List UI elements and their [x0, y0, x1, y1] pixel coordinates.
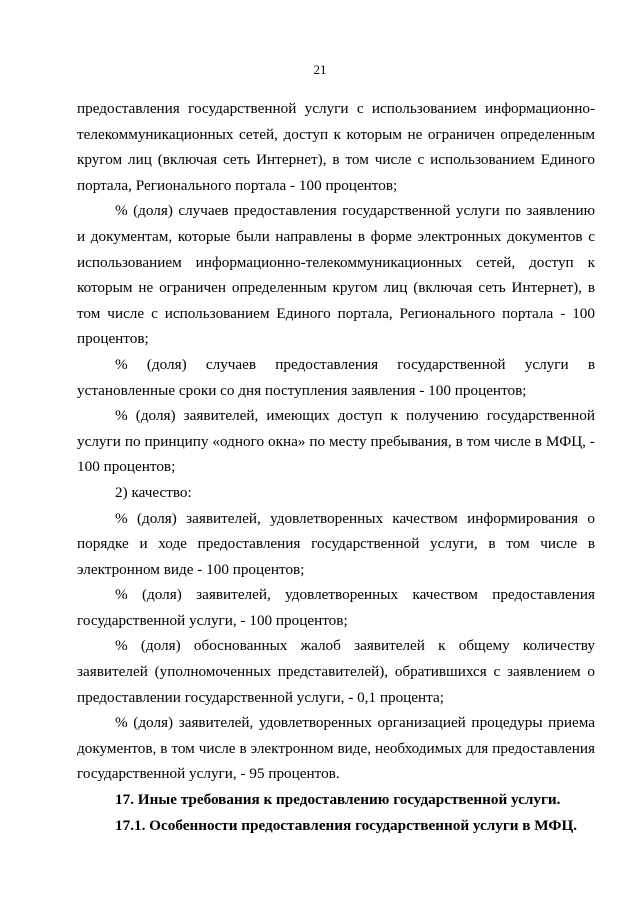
page-number: 21 [313, 62, 327, 77]
paragraph-informing-quality: % (доля) заявителей, удовлетворенных качеством информирования о порядке и ходе предоставления государственной услуги, в том числе в электронном виде - 100 процентов; [77, 509, 595, 578]
paragraph-service-quality: % (доля) заявителей, удовлетворенных качеством предоставления государственной услуги, - 100 процентов; [77, 586, 595, 629]
paragraph-one-window: % (доля) заявителей, имеющих доступ к получению государственной услуги по принципу «одного окна» по месту пребывания, в том числе в МФЦ, - 100 процентов; [77, 407, 595, 476]
paragraph-quality-label: 2) качество: [115, 483, 192, 501]
document-body [77, 96, 595, 838]
paragraph-deadlines: % (доля) случаев предоставления государственной услуги в установленные сроки со дня поступления заявления - 100 процентов; [77, 355, 595, 399]
section-heading-17: 17. Иные требования к предоставлению государственной услуги. [115, 791, 561, 809]
paragraph-complaints: % (доля) обоснованных жалоб заявителей к общему количеству заявителей (уполномоченных представителей), обратившихся с заявлением о предоставлении государственной услуги, - 0,1 процента; [77, 637, 595, 706]
paragraph-electronic-docs: % (доля) случаев предоставления государственной услуги по заявлению и документам, которые были направлены в форме электронных документов с использованием информационно-телекоммуникационных сетей, доступ к которым не ограничен определенным кругом лиц (включая сеть Интернет), в том числе с использованием Единого портала, Регионального портала - 100 процентов; [77, 202, 595, 348]
section-heading-17-1: 17.1. Особенности предоставления государственной услуги в МФЦ. [115, 816, 578, 834]
paragraph-continuation: предоставления государственной услуги с использованием информационно-телекоммуникационных сетей, доступ к которым не ограничен определенным кругом лиц (включая сеть Интернет), в том числе с использованием Единого портала, Регионального портала - 100 процентов; [77, 100, 595, 194]
paragraph-reception-procedure: % (доля) заявителей, удовлетворенных организацией процедуры приема документов, в том числе в электронном виде, необходимых для предоставления государственной услуги, - 95 процентов. [77, 714, 595, 783]
